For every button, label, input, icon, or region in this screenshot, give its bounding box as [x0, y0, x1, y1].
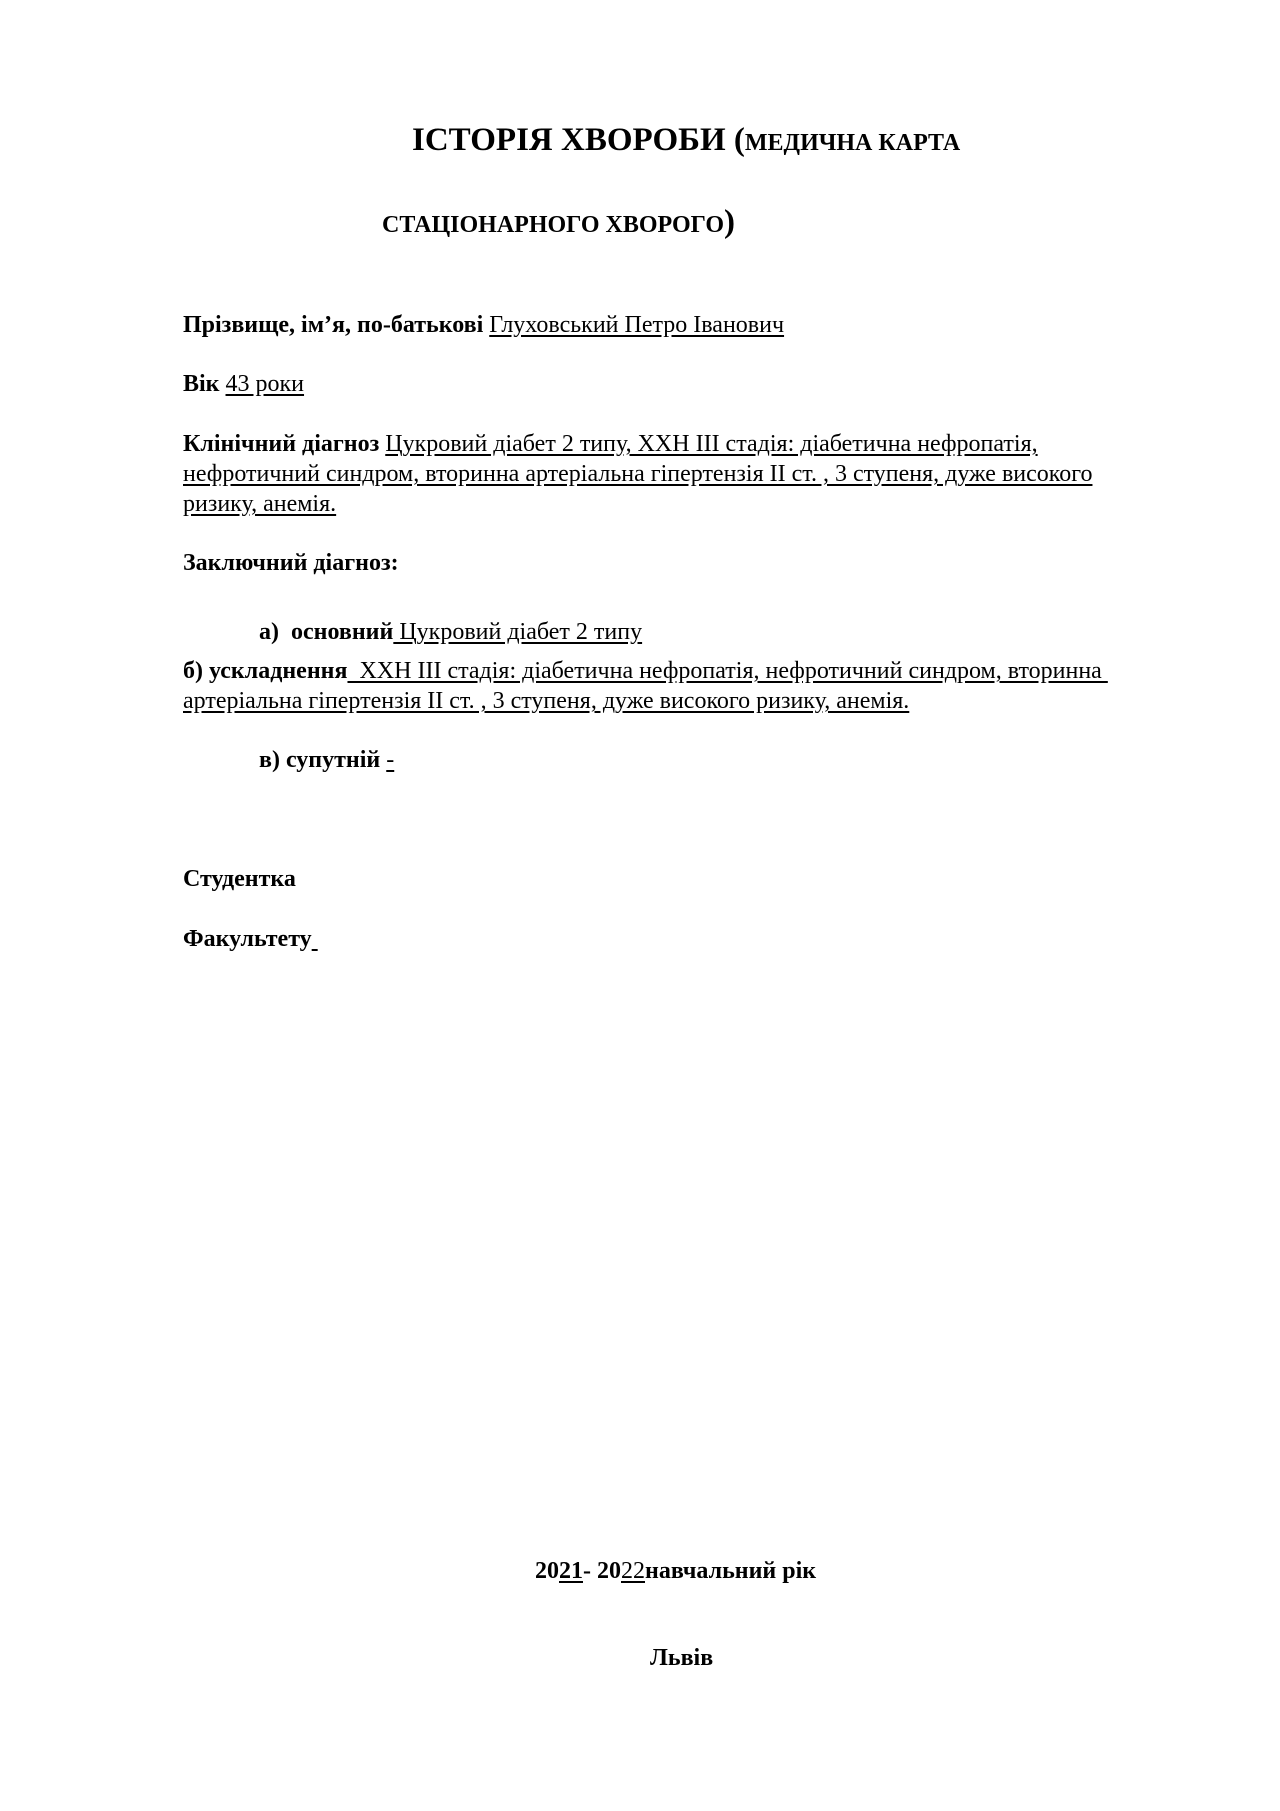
clinical-diagnosis-label: Клінічний діагноз	[183, 431, 380, 457]
academic-year	[535, 1556, 816, 1586]
year-a-suffix: 21	[559, 1558, 583, 1584]
main-diagnosis-label: основний	[291, 619, 394, 645]
student-label: Студентка	[183, 866, 296, 892]
faculty-row	[183, 924, 318, 954]
city-name: Львів	[650, 1645, 714, 1671]
complications-line-2: артеріальна гіпертензія ІІ ст. , 3 ступеня, дуже високого ризику, анемія.	[183, 688, 910, 714]
final-diagnosis-heading	[183, 548, 399, 578]
final-diagnosis-main-row	[259, 617, 642, 647]
main-diagnosis-marker: а)	[259, 619, 279, 645]
complications-line-1: ХХН ІІІ стадія: діабетична нефропатія, нефротичний синдром, вторинна	[347, 658, 1108, 684]
final-diagnosis-label: Заключний діагноз:	[183, 550, 399, 576]
student-row	[183, 864, 296, 894]
complications-label: б) ускладнення	[183, 658, 348, 684]
document-title-line-1	[412, 120, 960, 163]
patient-age-row	[183, 369, 304, 399]
faculty-label: Факультету	[183, 926, 312, 952]
title-subtitle-start: МЕДИЧНА КАРТА	[744, 130, 961, 156]
faculty-value	[312, 926, 318, 952]
patient-age-label: Вік	[183, 371, 220, 397]
academic-year-text: навчальний рік	[645, 1558, 817, 1584]
concomitant-value: -	[386, 747, 395, 773]
main-diagnosis-value: Цукровий діабет 2 типу	[393, 619, 643, 645]
patient-name-value: Глуховський Петро Іванович	[489, 312, 785, 338]
clinical-diagnosis-row-3	[183, 489, 336, 519]
clinical-diagnosis-row-2	[183, 459, 1092, 489]
year-a-prefix: 20	[535, 1558, 559, 1584]
year-separator: - 20	[583, 1558, 621, 1584]
title-subtitle-end: СТАЦІОНАРНОГО ХВОРОГО	[382, 212, 725, 238]
complications-row-2	[183, 686, 909, 716]
document-title-line-2	[382, 202, 735, 245]
title-paren-open: (	[733, 122, 745, 158]
year-b-suffix: 22	[621, 1558, 645, 1584]
clinical-diagnosis-line-1: Цукровий діабет 2 типу, ХХН ІІІ стадія: діабетична нефропатія,	[385, 431, 1038, 457]
clinical-diagnosis-row	[183, 429, 1038, 459]
patient-name-row	[183, 310, 784, 340]
city	[650, 1643, 713, 1673]
title-paren-close: )	[724, 204, 736, 240]
concomitant-row	[259, 745, 394, 775]
patient-age-value: 43 роки	[225, 371, 305, 397]
clinical-diagnosis-line-2: нефротичний синдром, вторинна артеріальна гіпертензія ІІ ст. , 3 ступеня, дуже високого	[183, 461, 1093, 487]
title-main: ІСТОРІЯ ХВОРОБИ	[412, 122, 726, 158]
complications-row	[183, 656, 1108, 686]
patient-name-label: Прізвище, ім’я, по-батькові	[183, 312, 484, 338]
clinical-diagnosis-line-3: ризику, анемія.	[183, 491, 337, 517]
concomitant-label: в) супутній	[259, 747, 387, 773]
